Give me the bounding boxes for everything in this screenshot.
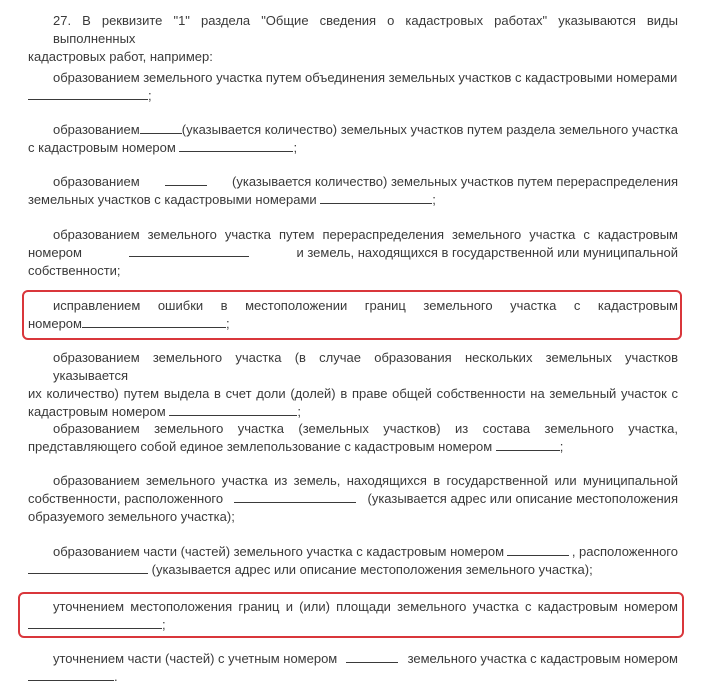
list-item: образованием (указывается количество) земельных участков путем раздела земельного участка с кадастровым номером ; <box>28 122 678 155</box>
blank-field <box>28 668 114 681</box>
blank-field <box>234 490 356 503</box>
list-item-highlighted: исправлением ошибки в местоположении границ земельного участка с кадастровым номером ; <box>28 298 678 331</box>
list-item: образованием земельного участка из земель, находящихся в государственной или муниципальной собственности, расположенного (указывается адрес или описание местоположения образуемого земельного участка); <box>28 473 678 524</box>
list-item: образованием (указывается количество) земельных участков путем перераспределения земельных участков с кадастровыми номерами ; <box>28 174 678 207</box>
list-item: уточнением части (частей) с учетным номером земельного участка с кадастровым номером . <box>28 650 678 686</box>
list-item: образованием земельного участка (земельных участков) из состава земельного участка, представляющего собой единое землепользование с кадастровым номером ; <box>28 421 678 454</box>
blank-field <box>82 315 226 328</box>
blank-field <box>320 191 432 204</box>
blank-field <box>165 173 207 186</box>
list-item: образованием земельного участка (в случае образования нескольких земельных участков указывается их количество) путем выдела в счет доли (долей) в праве общей собственности на земельный участок с кадастровым номером ; <box>28 350 678 419</box>
blank-field <box>496 438 560 451</box>
blank-field <box>346 650 398 663</box>
blank-field <box>179 139 293 152</box>
blank-field <box>169 403 297 416</box>
blank-field <box>28 87 148 100</box>
blank-field <box>140 121 182 134</box>
list-item: образованием земельного участка путем перераспределения земельного участка с кадастровым номером и земель, находящихся в государственной или муниципальной собственности; <box>28 227 678 278</box>
blank-field <box>28 561 148 574</box>
blank-field <box>129 244 249 257</box>
list-item: образованием части (частей) земельного участка с кадастровым номером , расположенного (указывается адрес или описание местоположения земельного участка); <box>28 543 678 579</box>
blank-field <box>507 543 569 556</box>
list-item: образованием земельного участка путем объединения земельных участков с кадастровыми номерами ; <box>28 69 678 105</box>
list-item-highlighted: уточнением местоположения границ и (или) площади земельного участка с кадастровым номером ; <box>28 598 678 634</box>
blank-field <box>28 616 162 629</box>
intro-line-1: 27. В реквизите "1" раздела "Общие сведения о кадастровых работах" указываются виды выполненных <box>53 13 678 46</box>
intro-line-2: кадастровых работ, например: <box>28 49 213 64</box>
intro-paragraph <box>28 12 678 66</box>
